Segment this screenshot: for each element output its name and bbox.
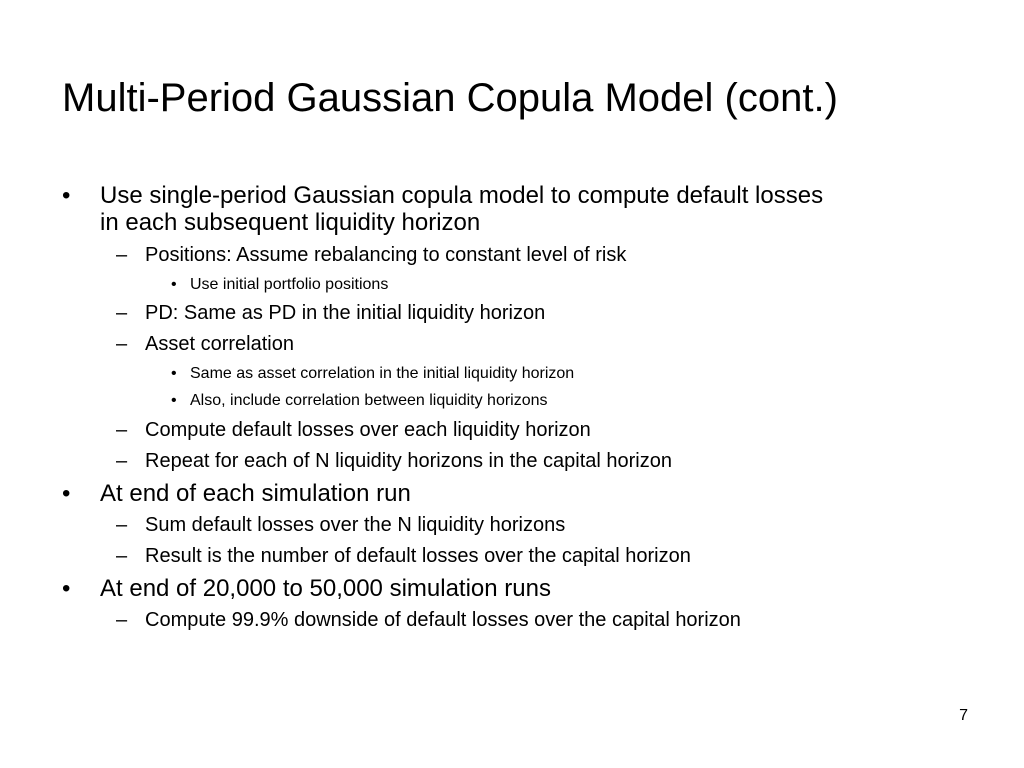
sub-bullet-3-1 [116,608,976,632]
sub-sub-bullet-1-3-2-text: Also, include correlation between liquidity horizons [190,392,548,409]
sub-sub-bullet-1-3-1 [171,364,951,383]
sub-bullet-2-1-marker: – [116,514,128,536]
page-number: 7 [959,707,968,724]
sub-bullet-2-2 [116,544,976,568]
sub-sub-bullet-1-3-2-marker: • [171,392,177,409]
bullet-3 [62,575,982,602]
sub-bullet-1-2-marker: – [116,302,128,324]
bullet-2-marker: • [62,480,71,507]
sub-sub-bullet-1-1-1-text: Use initial portfolio positions [190,276,389,293]
sub-bullet-1-1 [116,243,976,267]
sub-bullet-1-2-text: PD: Same as PD in the initial liquidity horizon [145,302,546,324]
bullet-2-line-1: At end of each simulation run [100,480,411,507]
sub-sub-bullet-1-3-1-marker: • [171,365,177,382]
bullet-2 [62,480,982,507]
sub-bullet-1-3-marker: – [116,333,128,355]
sub-sub-bullet-1-3-2 [171,391,951,410]
sub-bullet-1-5 [116,449,976,473]
sub-bullet-2-2-text: Result is the number of default losses over the capital horizon [145,545,691,567]
slide-title: Multi-Period Gaussian Copula Model (cont.) [62,76,838,120]
sub-bullet-1-5-marker: – [116,450,128,472]
sub-bullet-1-4 [116,418,976,442]
bullet-1-line-2: in each subsequent liquidity horizon [100,209,481,236]
sub-bullet-3-1-marker: – [116,609,128,631]
bullet-1-marker: • [62,182,71,209]
bullet-1-line-1: Use single-period Gaussian copula model to compute default losses [100,182,824,209]
sub-bullet-1-3-text: Asset correlation [145,333,294,355]
sub-bullet-1-3 [116,332,976,356]
sub-bullet-3-1-text: Compute 99.9% downside of default losses over the capital horizon [145,609,741,631]
sub-bullet-2-1-text: Sum default losses over the N liquidity horizons [145,514,566,536]
sub-bullet-1-4-text: Compute default losses over each liquidity horizon [145,419,591,441]
bullet-1 [62,182,982,236]
sub-sub-bullet-1-3-1-text: Same as asset correlation in the initial liquidity horizon [190,365,575,382]
sub-bullet-1-1-text: Positions: Assume rebalancing to constant level of risk [145,244,627,266]
sub-bullet-1-2 [116,301,976,325]
bullet-3-marker: • [62,575,71,602]
sub-bullet-2-1 [116,513,976,537]
bullet-3-line-1: At end of 20,000 to 50,000 simulation runs [100,575,551,602]
sub-bullet-2-2-marker: – [116,545,128,567]
sub-bullet-1-5-text: Repeat for each of N liquidity horizons in the capital horizon [145,450,672,472]
sub-sub-bullet-1-1-1-marker: • [171,276,177,293]
sub-bullet-1-1-marker: – [116,244,128,266]
sub-sub-bullet-1-1-1 [171,275,951,294]
sub-bullet-1-4-marker: – [116,419,128,441]
